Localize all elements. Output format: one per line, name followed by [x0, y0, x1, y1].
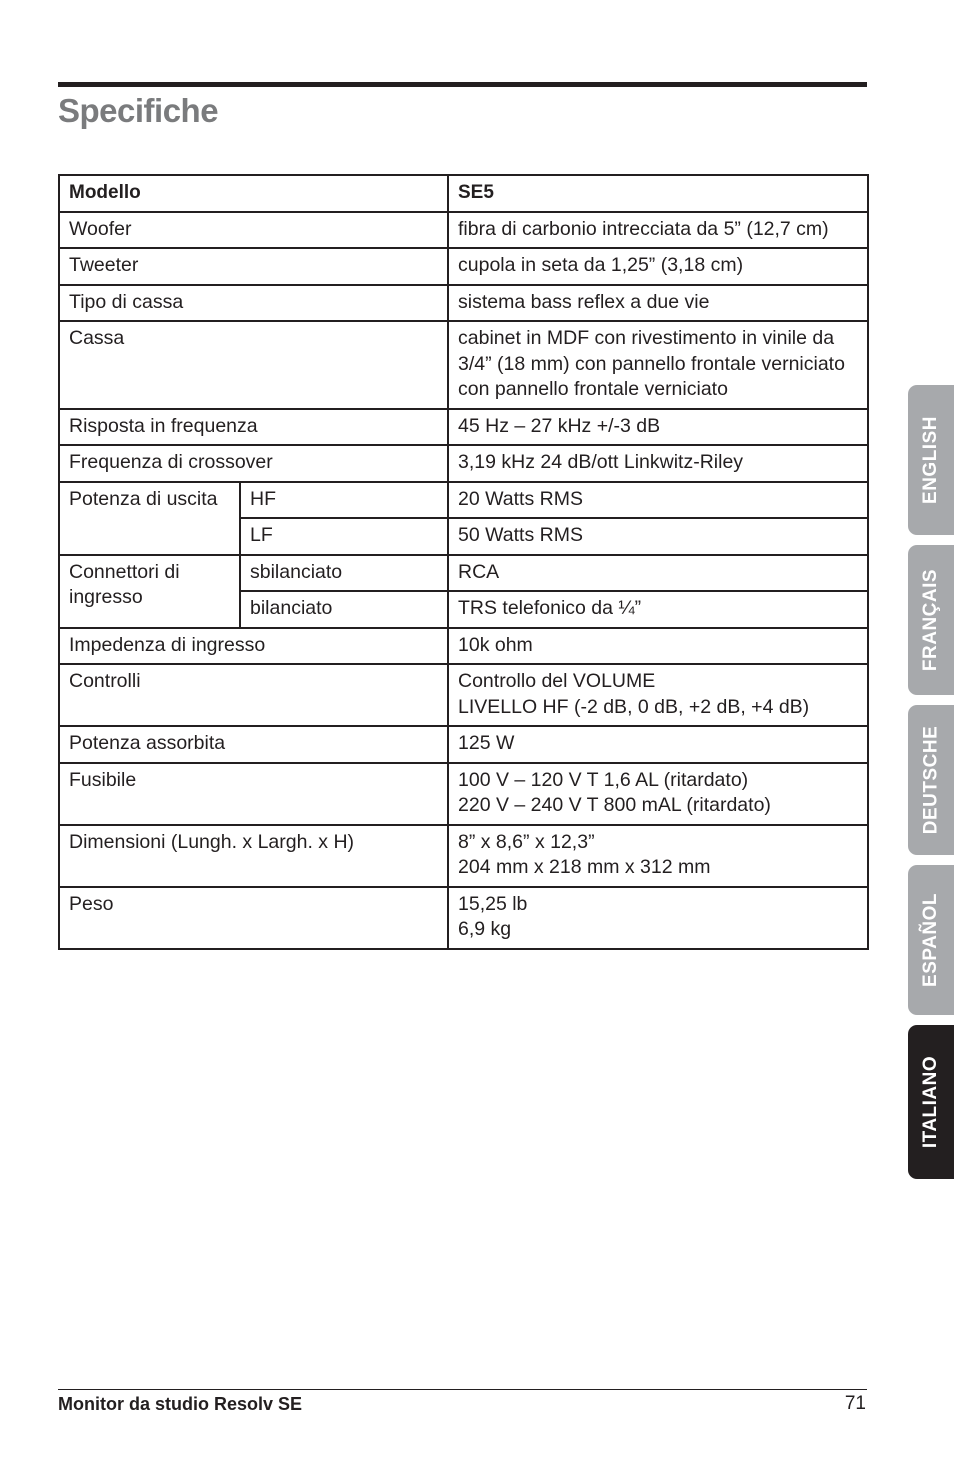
row-label: Peso [59, 887, 448, 949]
row-label: Dimensioni (Lungh. x Largh. x H) [59, 825, 448, 887]
row-sublabel: LF [240, 518, 448, 555]
row-label: Controlli [59, 664, 448, 726]
row-label: Tweeter [59, 248, 448, 285]
row-sublabel: HF [240, 482, 448, 519]
row-value: cabinet in MDF con rivestimento in vinile da 3/4” (18 mm) con pannello frontale verniciato con pannello frontale verniciato [448, 321, 868, 409]
table-row [59, 664, 868, 726]
tab-espanol[interactable] [908, 865, 954, 1015]
table-row [59, 409, 868, 446]
row-label: Tipo di cassa [59, 285, 448, 322]
row-value: 125 W [448, 726, 868, 763]
table-row [59, 212, 868, 249]
value-line: LIVELLO HF (-2 dB, 0 dB, +2 dB, +4 dB) [458, 695, 810, 718]
header-value: SE5 [448, 175, 868, 212]
footer-rule [58, 1389, 867, 1390]
row-value: 10k ohm [448, 628, 868, 665]
top-rule [58, 82, 867, 87]
value-line: 204 mm x 218 mm x 312 mm [458, 856, 711, 878]
table-row [59, 726, 868, 763]
tab-francais[interactable] [908, 545, 954, 695]
table-row [59, 887, 868, 949]
spec-table [58, 174, 869, 950]
table-row [59, 825, 868, 887]
row-value: RCA [448, 555, 868, 592]
page-number: 71 [844, 1393, 866, 1414]
row-label: Fusibile [59, 763, 448, 825]
row-value: fibra di carbonio intrecciata da 5” (12,7 cm) [448, 212, 868, 249]
table-header-row [59, 175, 868, 212]
table-row [59, 482, 868, 519]
tab-italiano[interactable] [908, 1025, 954, 1179]
row-label: Frequenza di crossover [59, 445, 448, 482]
row-value [448, 825, 868, 887]
row-value: 50 Watts RMS [448, 518, 868, 555]
table-row [59, 248, 868, 285]
tab-label: ESPAÑOL [920, 893, 941, 987]
row-value: 45 Hz – 27 kHz +/-3 dB [448, 409, 868, 446]
tab-deutsche[interactable] [908, 705, 954, 855]
row-value: cupola in seta da 1,25” (3,18 cm) [448, 248, 868, 285]
row-value [448, 887, 868, 949]
page-title: Specifiche [58, 92, 219, 129]
row-value: TRS telefonico da ¼” [448, 591, 868, 628]
row-label: Potenza di uscita [59, 482, 240, 555]
row-label: Woofer [59, 212, 448, 249]
row-sublabel: bilanciato [240, 591, 448, 628]
tab-label: ENGLISH [920, 416, 942, 504]
tab-label: FRANÇAIS [920, 568, 942, 672]
row-value: sistema bass reflex a due vie [448, 285, 868, 322]
row-label: Potenza assorbita [59, 726, 448, 763]
footer-title: Monitor da studio Resolv SE [58, 1394, 303, 1414]
table-row [59, 555, 868, 592]
value-line: Controllo del VOLUME [458, 670, 656, 692]
row-label: Cassa [59, 321, 448, 409]
table-row [59, 321, 868, 409]
row-label: Risposta in frequenza [59, 409, 448, 446]
row-label: Impedenza di ingresso [59, 628, 448, 665]
header-label: Modello [59, 175, 448, 212]
row-value [448, 664, 868, 726]
table-row [59, 763, 868, 825]
row-label: Connettori di ingresso [59, 555, 240, 628]
value-line: 100 V – 120 V T 1,6 AL (ritardato) [458, 768, 749, 791]
value-line: 6,9 kg [458, 918, 512, 940]
table-row [59, 445, 868, 482]
table-row [59, 628, 868, 665]
tab-label: DEUTSCHE [920, 725, 942, 835]
row-value: 20 Watts RMS [448, 482, 868, 519]
table-row [59, 285, 868, 322]
value-line: 15,25 lb [458, 892, 528, 915]
tab-english[interactable] [908, 385, 954, 535]
row-sublabel: sbilanciato [240, 555, 448, 592]
value-line: 8” x 8,6” x 12,3” [458, 830, 595, 853]
row-value: 3,19 kHz 24 dB/ott Linkwitz-Riley [448, 445, 868, 482]
tab-label: ITALIANO [920, 1055, 941, 1149]
row-value [448, 763, 868, 825]
value-line: 220 V – 240 V T 800 mAL (ritardato) [458, 794, 771, 816]
